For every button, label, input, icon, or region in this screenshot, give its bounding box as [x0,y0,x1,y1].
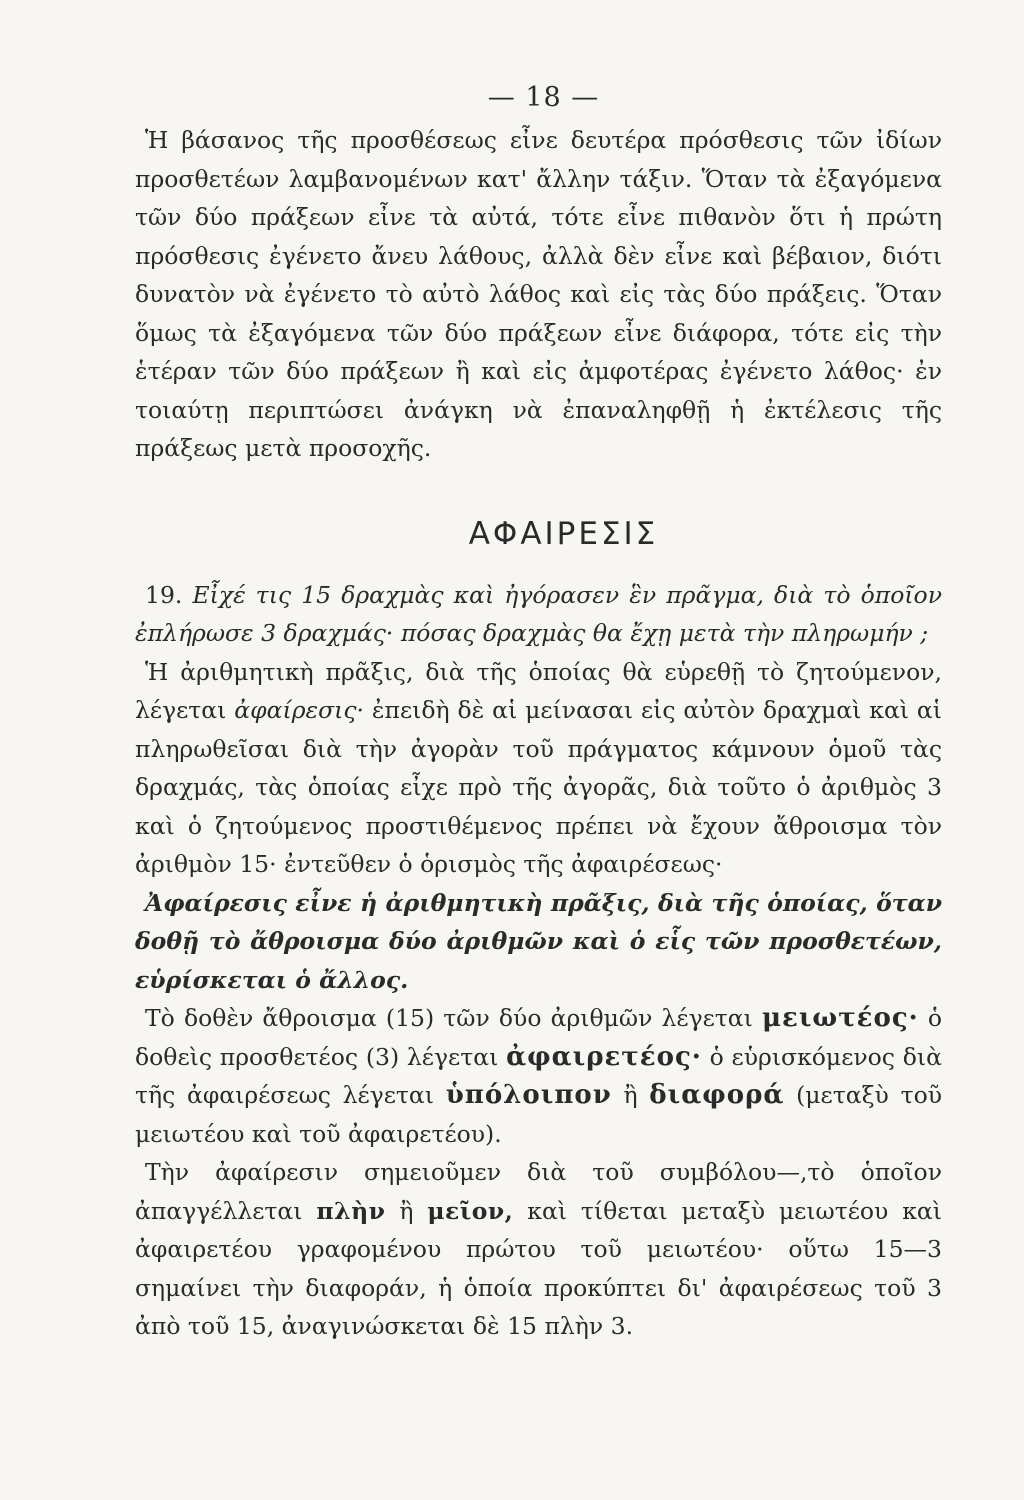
paragraph-terms [135,999,942,1153]
paragraph-addition-check: Ἡ βάσανος τῆς προσθέσεως εἶνε δευτέρα πρόσθεσις τῶν ἰδίων προσθετέων λαμβανομένων κατ' ἄλλην τάξιν. Ὅταν τὰ ἐξαγόμενα τῶν δύο πράξεων εἶνε τὰ αὐτά, τότε εἶνε πιθανὸν ὅτι ἡ πρώτη πρόσθεσις ἐγένετο ἄνευ λάθους, ἀλλὰ δὲν εἶνε καὶ βέβαιον, διότι δυνατὸν νὰ ἐγένετο τὸ αὐτὸ λάθος καὶ εἰς τὰς δύο πράξεις. Ὅταν ὅμως τὰ ἐξαγόμενα τῶν δύο πράξεων εἶνε διάφορα, τότε εἰς τὴν ἑτέραν τῶν δύο πράξεων ἢ καὶ εἰς ἀμφοτέρας ἐγένετο λάθος· ἐν τοιαύτῃ περιπτώσει ἀνάγκη νὰ ἐπαναληφθῇ ἡ ἐκτέλεσις τῆς πράξεως μετὰ προσοχῆς. [135,126,942,462]
text-run: ἐπειδὴ δὲ αἱ μείνασαι εἰς αὐτὸν δραχμαὶ καὶ αἱ πληρωθεῖσαι διὰ τὴν ἀγορὰν τοῦ πράγματος κάμνουν ὁμοῦ τὰς δραχμάς, τὰς ὁποίας εἶχε πρὸ τῆς ἀγορᾶς, διὰ τοῦτο ὁ ἀριθμὸς 3 καὶ ὁ ζητούμενος προστιθέμενος πρέπει νὰ ἔχουν ἄθροισμα τὸν ἀριθμὸν 15· ἐντεῦθεν ὁ ὁρισμὸς τῆς ἀφαιρέσεως· [135,696,943,878]
text-run: ἢ [611,1081,650,1109]
page-number: — 18 — [487,82,600,113]
text-run: Τὸ δοθὲν ἄθροισμα (15) τῶν δύο ἀριθμῶν λέγεται [145,1004,763,1032]
text-run: (μεταξὺ τοῦ μειωτέου καὶ τοῦ ἀφαιρετέου). [135,1081,942,1148]
term-minuend: μειωτέος· [762,1003,919,1033]
text-run: ἢ [385,1196,428,1225]
text-run: ὁ δοθεὶς προσθετέος (3) λέγεται [135,1004,942,1071]
definition-subtraction: Ἀφαίρεσις εἶνε ἡ ἀριθμητικὴ πρᾶξις, διὰ τῆς ὁποίας, ὅταν δοθῇ τὸ ἄθροισμα δύο ἀριθμῶν καὶ ὁ εἷς τῶν προσθετέων, εὑρίσκεται ὁ ἄλλος. [135,888,942,994]
term-subtrahend: ἀφαιρετέος· [506,1041,702,1072]
paragraph-subtraction-intro [135,653,942,884]
term-difference: διαφορά [649,1080,785,1110]
paragraph-symbol [135,1153,942,1346]
text-run: Ἡ ἀριθμητικὴ πρᾶξις, διὰ τῆς ὁποίας θὰ εὑρεθῇ τὸ ζητούμενον, λέγεται [135,657,942,724]
text-run: ὁ εὑρισκόμενος διὰ τῆς ἀφαιρέσεως λέγεται [135,1042,942,1109]
term-plin: πλὴν [316,1196,386,1225]
exercise-number: 19. [145,580,183,609]
text-run: Τὴν ἀφαίρεσιν σημειοῦμεν διὰ τοῦ συμβόλου—,τὸ ὁποῖον ἀπαγγέλλεται [135,1158,942,1225]
text-run: καὶ τίθεται μεταξὺ μειωτέου καὶ ἀφαιρετέου γραφομένου πρώτου τοῦ μειωτέου· οὕτω 15—3 σημαίνει τὴν διαφοράν, ἡ ὁποία προκύπτει δι' ἀφαιρέσεως τοῦ 3 ἀπὸ τοῦ 15, ἀναγινώσκεται δὲ 15 πλὴν 3. [135,1196,942,1340]
term-meion: μεῖον, [427,1196,514,1225]
exercise-19 [135,576,942,653]
term-subtraction: ἀφαίρεσις· [234,696,365,724]
section-title: ΑΦΑΙΡΕΣΙΣ [468,515,659,552]
exercise-text: Εἶχέ τις 15 δραχμὰς καὶ ἠγόρασεν ἓν πρᾶγμα, διὰ τὸ ὁποῖον ἐπλήρωσε 3 δραχμάς· πόσας δραχμὰς θα ἔχῃ μετὰ τὴν πληρωμήν ; [135,580,942,647]
term-remainder: ὑπόλοιπον [445,1080,612,1110]
